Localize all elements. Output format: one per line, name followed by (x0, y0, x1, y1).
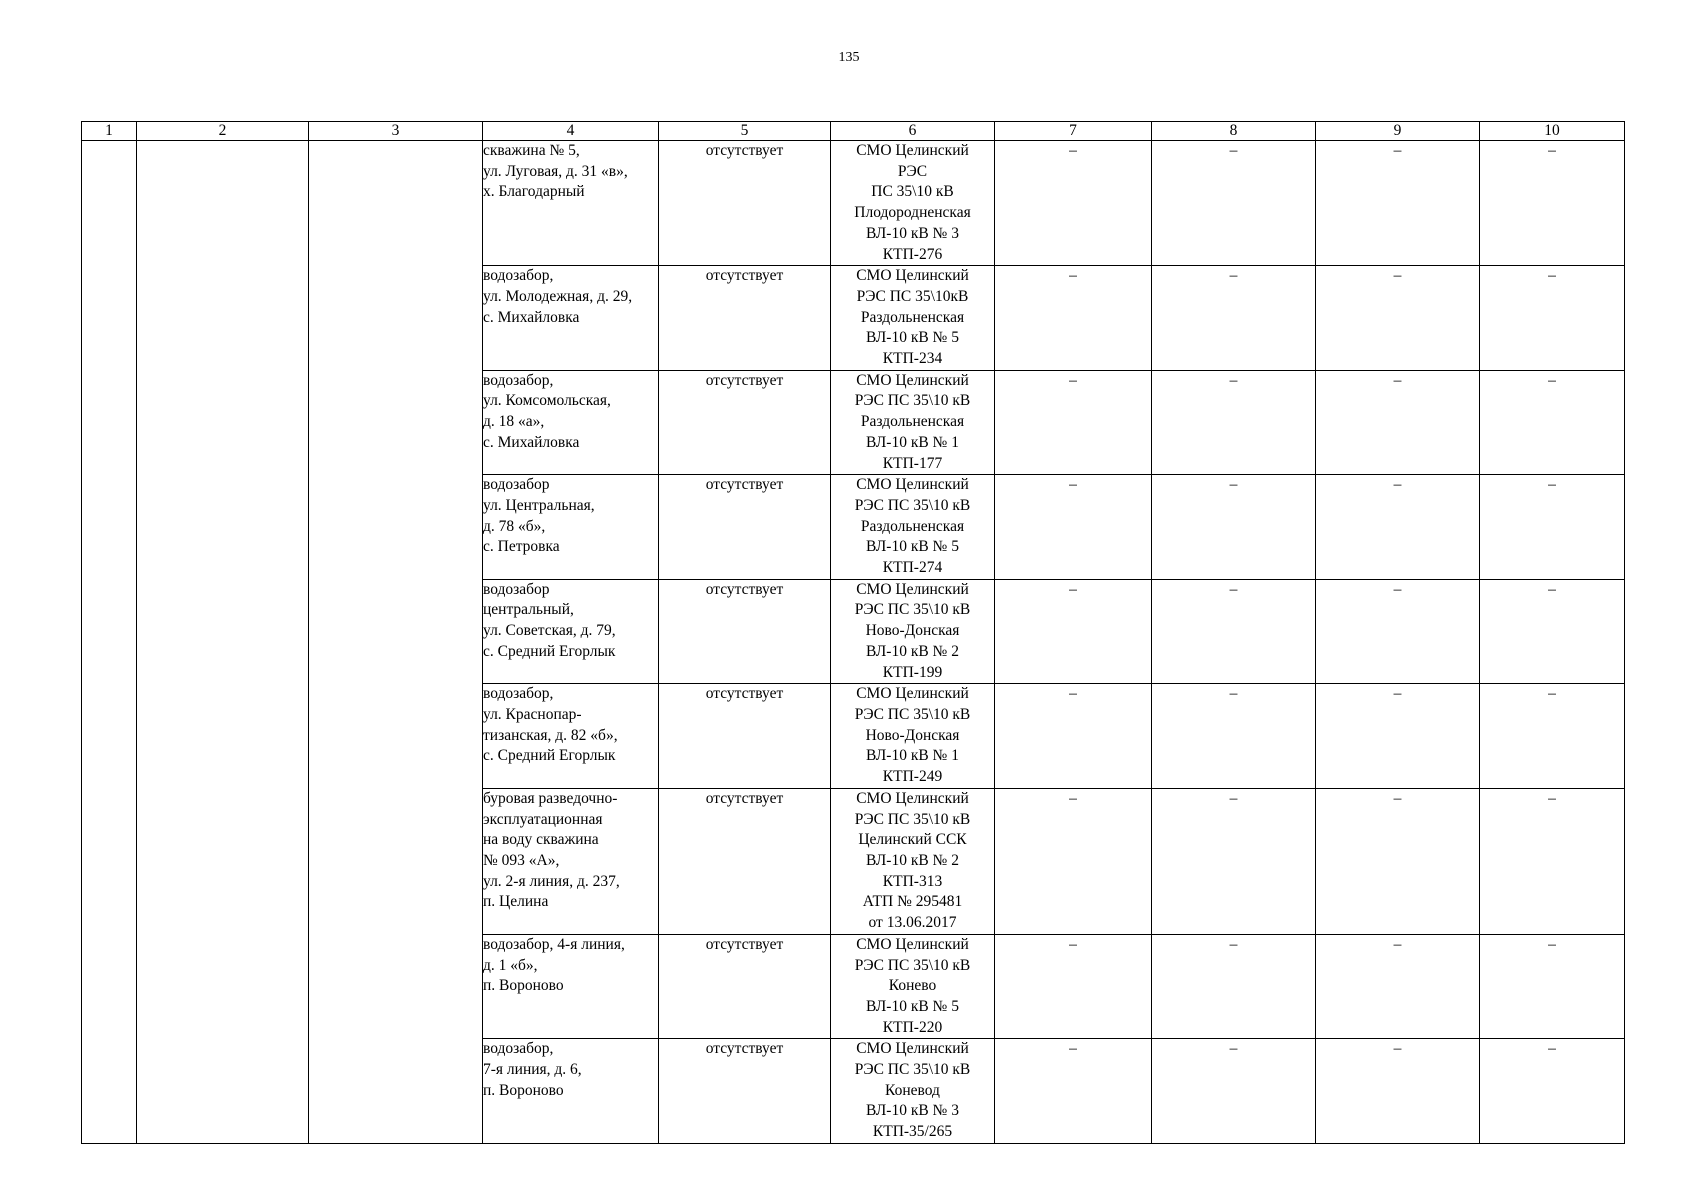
dash-cell: – (1316, 266, 1480, 371)
dash-cell: – (1152, 370, 1316, 475)
empty-cell-col2 (137, 141, 309, 1144)
header-cell: 8 (1152, 122, 1316, 141)
object-cell: водозабор, ул. Краснопар- тизанская, д. 82 «б», с. Средний Егорлык (483, 684, 659, 789)
dash-cell: – (1152, 266, 1316, 371)
status-cell: отсутствует (659, 934, 831, 1039)
header-cell: 2 (137, 122, 309, 141)
header-cell: 6 (831, 122, 995, 141)
empty-cell-col3 (309, 141, 483, 1144)
dash-cell: – (995, 579, 1152, 684)
source-cell: СМО Целинский РЭС ПС 35\10 кВ Ново-Донская ВЛ-10 кВ № 1 КТП-249 (831, 684, 995, 789)
status-cell: отсутствует (659, 579, 831, 684)
source-cell: СМО Целинский РЭС ПС 35\10 кВ Конево ВЛ-10 кВ № 5 КТП-220 (831, 934, 995, 1039)
dash-cell: – (1316, 370, 1480, 475)
status-cell: отсутствует (659, 475, 831, 580)
dash-cell: – (995, 1039, 1152, 1144)
dash-cell: – (1480, 1039, 1625, 1144)
object-cell: скважина № 5, ул. Луговая, д. 31 «в», х. Благодарный (483, 141, 659, 266)
header-row (82, 122, 1625, 141)
dash-cell: – (1152, 475, 1316, 580)
header-cell: 1 (82, 122, 137, 141)
dash-cell: – (995, 788, 1152, 934)
dash-cell: – (1480, 934, 1625, 1039)
data-table (81, 121, 1625, 1144)
status-cell: отсутствует (659, 141, 831, 266)
source-cell: СМО Целинский РЭС ПС 35\10 кВ Плодородненская ВЛ-10 кВ № 3 КТП-276 (831, 141, 995, 266)
dash-cell: – (1152, 579, 1316, 684)
dash-cell: – (995, 684, 1152, 789)
dash-cell: – (1480, 141, 1625, 266)
page-number: 135 (838, 50, 860, 65)
dash-cell: – (1316, 579, 1480, 684)
dash-cell: – (1152, 684, 1316, 789)
dash-cell: – (995, 475, 1152, 580)
object-cell: водозабор центральный, ул. Советская, д. 79, с. Средний Егорлык (483, 579, 659, 684)
dash-cell: – (1480, 684, 1625, 789)
dash-cell: – (1316, 475, 1480, 580)
header-cell: 7 (995, 122, 1152, 141)
dash-cell: – (1152, 788, 1316, 934)
header-cell: 10 (1480, 122, 1625, 141)
source-cell: СМО Целинский РЭС ПС 35\10 кВ Целинский ССК ВЛ-10 кВ № 2 КТП-313 АТП № 295481 от 13.06.2017 (831, 788, 995, 934)
object-cell: водозабор, 4-я линия, д. 1 «б», п. Вороново (483, 934, 659, 1039)
header-cell: 4 (483, 122, 659, 141)
status-cell: отсутствует (659, 370, 831, 475)
object-cell: водозабор, ул. Комсомольская, д. 18 «а», с. Михайловка (483, 370, 659, 475)
dash-cell: – (995, 141, 1152, 266)
source-cell: СМО Целинский РЭС ПС 35\10 кВ Раздольненская ВЛ-10 кВ № 1 КТП-177 (831, 370, 995, 475)
table-row (82, 141, 1625, 266)
object-cell: водозабор, ул. Молодежная, д. 29, с. Михайловка (483, 266, 659, 371)
status-cell: отсутствует (659, 1039, 831, 1144)
dash-cell: – (1480, 266, 1625, 371)
object-cell: буровая разведочно- эксплуатационная на воду скважина № 093 «А», ул. 2-я линия, д. 237, п. Целина (483, 788, 659, 934)
dash-cell: – (1480, 475, 1625, 580)
dash-cell: – (995, 934, 1152, 1039)
dash-cell: – (1480, 788, 1625, 934)
status-cell: отсутствует (659, 788, 831, 934)
dash-cell: – (1152, 141, 1316, 266)
status-cell: отсутствует (659, 266, 831, 371)
dash-cell: – (1316, 684, 1480, 789)
object-cell: водозабор ул. Центральная, д. 78 «б», с. Петровка (483, 475, 659, 580)
dash-cell: – (1480, 370, 1625, 475)
dash-cell: – (1316, 141, 1480, 266)
empty-cell-col1 (82, 141, 137, 1144)
header-cell: 3 (309, 122, 483, 141)
dash-cell: – (1480, 579, 1625, 684)
status-cell: отсутствует (659, 684, 831, 789)
dash-cell: – (1316, 934, 1480, 1039)
object-cell: водозабор, 7-я линия, д. 6, п. Вороново (483, 1039, 659, 1144)
dash-cell: – (1152, 934, 1316, 1039)
dash-cell: – (1316, 1039, 1480, 1144)
dash-cell: – (995, 370, 1152, 475)
header-cell: 9 (1316, 122, 1480, 141)
source-cell: СМО Целинский РЭС ПС 35\10 кВ Коневод ВЛ-10 кВ № 3 КТП-35/265 (831, 1039, 995, 1144)
dash-cell: – (1152, 1039, 1316, 1144)
dash-cell: – (995, 266, 1152, 371)
dash-cell: – (1316, 788, 1480, 934)
source-cell: СМО Целинский РЭС ПС 35\10 кВ Ново-Донская ВЛ-10 кВ № 2 КТП-199 (831, 579, 995, 684)
source-cell: СМО Целинский РЭС ПС 35\10 кВ Раздольненская ВЛ-10 кВ № 5 КТП-274 (831, 475, 995, 580)
header-cell: 5 (659, 122, 831, 141)
source-cell: СМО Целинский РЭС ПС 35\10кВ Раздольненская ВЛ-10 кВ № 5 КТП-234 (831, 266, 995, 371)
